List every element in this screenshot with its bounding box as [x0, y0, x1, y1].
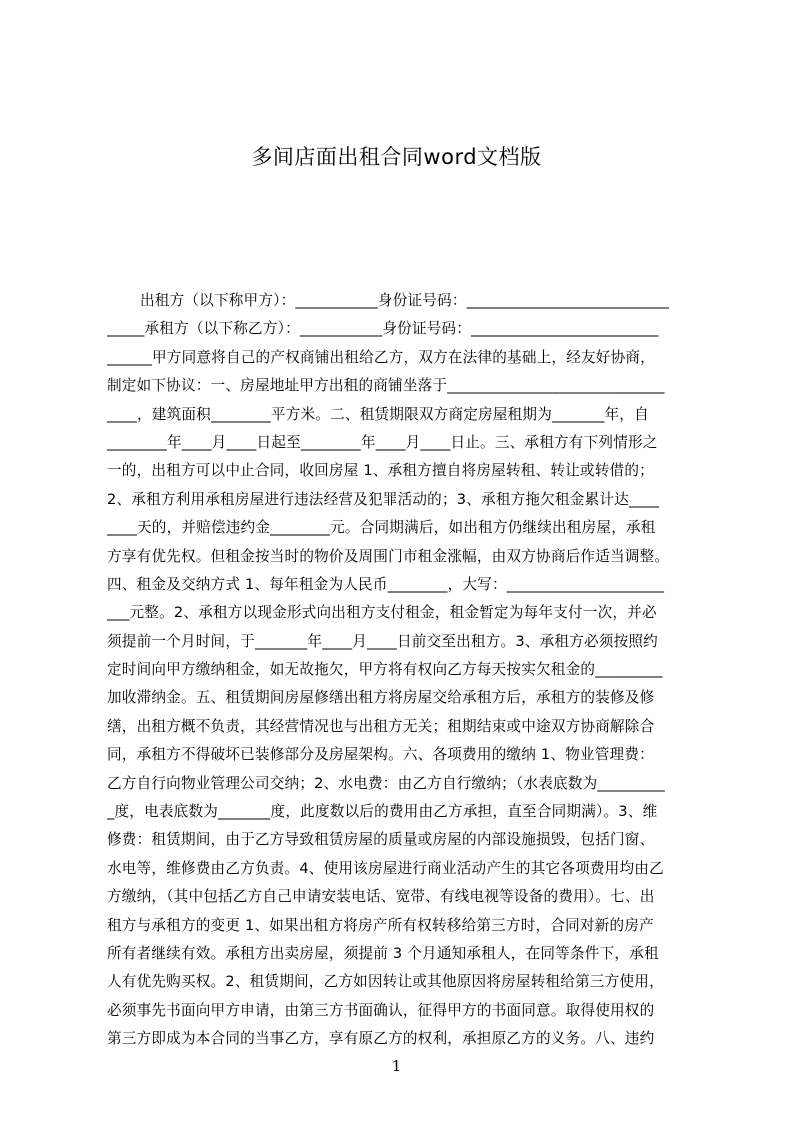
body-line: ____天的，并赔偿违约金________元。合同期满后，如出租方仍继续出租房屋，承租 — [107, 519, 656, 537]
body-line: _____承租方（以下称乙方）：___________身份证号码：_________________________ — [107, 320, 659, 338]
body-line: 四、租金及交纳方式 1、每年租金为人民币________，大写：_____________________ — [107, 575, 665, 593]
body-line: ___元整。2、承租方以现金形式向出租方支付租金，租金暂定为每年支付一次，并必 — [107, 604, 657, 622]
body-line: 加收滞纳金。五、租赁期间房屋修缮出租方将房屋交给承租方后，承租方的装修及修 — [107, 689, 655, 707]
body-line: 定时间向甲方缴纳租金，如无故拖欠，甲方将有权向乙方每天按实欠租金的_________ — [107, 661, 663, 679]
body-line: ________年____月____日起至________年____月____日止。三、承租方有下列情形之 — [107, 433, 658, 451]
body-line: _度，电表底数为_______度，此度数以后的费用由乙方承担，直至合同期满）。3、维 — [107, 803, 658, 821]
body-line: 水电等，维修费由乙方负责。4、使用该房屋进行商业活动产生的其它各项费用均由乙 — [107, 859, 664, 877]
body-line: 修费：租赁期间，由于乙方导致租赁房屋的质量或房屋的内部设施损毁，包括门窗、 — [107, 831, 655, 849]
body-line: 一的，出租方可以中止合同，收回房屋 1、承租方擅自将房屋转租、转让或转借的； — [107, 462, 654, 480]
body-line: 所有者继续有效。承租方出卖房屋，须提前 3 个月通知承租人，在同等条件下，承租 — [107, 944, 659, 962]
body-line: 租方与承租方的变更 1、如果出租方将房产所有权转移给第三方时，合同对新的房产 — [107, 916, 654, 934]
document-title: 多间店面出租合同word文档版 — [251, 145, 542, 169]
body-line: 人有优先购买权。2、租赁期间，乙方如因转让或其他原因将房屋转租给第三方使用， — [107, 973, 664, 991]
body-line: 2、承租方利用承租房屋进行违法经营及犯罪活动的；3、承租方拖欠租金累计达____ — [107, 490, 659, 508]
body-line: 必须事先书面向甲方申请，由第三方书面确认，征得甲方的书面同意。取得使用权的 — [107, 1001, 655, 1019]
page-number: 1 — [391, 1057, 402, 1075]
body-line: 制定如下协议：一、房屋地址甲方出租的商铺坐落于_____________________________ — [107, 377, 665, 395]
contract-body — [107, 287, 697, 1054]
body-line: 缮，出租方概不负责，其经营情况也与出租方无关；租期结束或中途双方协商解除合 — [107, 717, 655, 735]
body-line: 方缴纳，（其中包括乙方自己申请安装电话、宽带、有线电视等设备的费用）。七、出 — [107, 888, 655, 906]
body-line: 第三方即成为本合同的当事乙方，享有原乙方的权利，承担原乙方的义务。八、违约 — [107, 1030, 655, 1048]
body-line: 须提前一个月时间，于_______年____月____日前交至出租方。3、承租方必须按照约 — [107, 632, 658, 650]
body-line: 出租方（以下称甲方）：___________身份证号码：___________________________ — [140, 292, 670, 309]
body-line: 同，承租方不得破坏已装修部分及房屋架构。六、各项费用的缴纳 1、物业管理费： — [107, 746, 654, 764]
body-line: ____，建筑面积________平方米。二、租赁期限双方商定房屋租期为_______年，自 — [107, 405, 649, 423]
body-line: 乙方自行向物业管理公司交纳；2、水电费：由乙方自行缴纳；（水表底数为_________ — [107, 774, 665, 792]
body-line: 方享有优先权。但租金按当时的物价及周围门市租金涨幅，由双方协商后作适当调整。 — [107, 547, 670, 565]
body-line: ______甲方同意将自己的产权商铺出租给乙方，双方在法律的基础上，经友好协商， — [107, 348, 655, 366]
